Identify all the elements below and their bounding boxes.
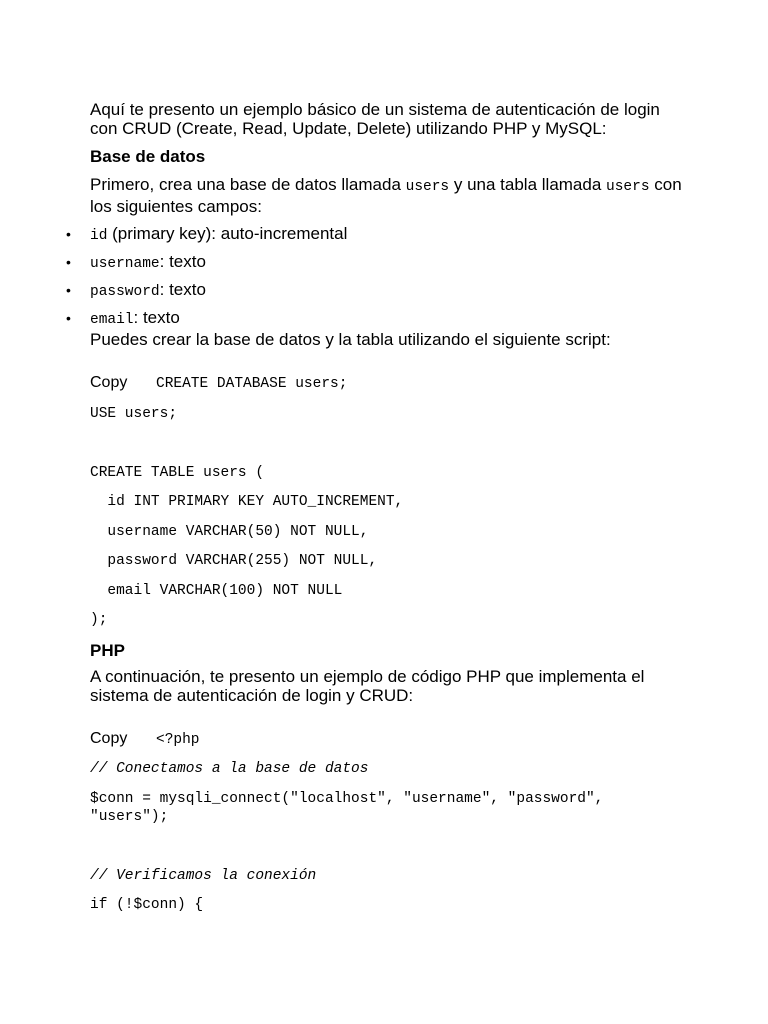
php-code-block <box>90 730 690 915</box>
field-name: username <box>90 256 160 272</box>
field-desc: : texto <box>159 280 206 299</box>
code-line: CREATE TABLE users ( <box>90 464 265 481</box>
code-text: CREATE DATABASE users; <box>156 376 348 392</box>
document-content <box>66 100 690 926</box>
php-description: A continuación, te presento un ejemplo de código PHP que implementa el sistema de autenticación de login y CRUD: <box>90 666 645 705</box>
code-line: if (!$conn) { <box>90 897 204 913</box>
text-before: Primero, crea una base de datos llamada <box>90 175 406 194</box>
bullet-icon: • <box>66 226 71 242</box>
inline-code-db-name: users <box>405 179 450 195</box>
text-middle: y una tabla llamada <box>449 175 607 194</box>
intro-paragraph: Aquí te presento un ejemplo básico de un sistema de autenticación de login con CRUD (Create, Read, Update, Delete) utilizando PHP y MySQL: <box>90 100 660 138</box>
field-desc: : texto <box>159 252 206 271</box>
code-line <box>90 374 690 393</box>
code-comment: // Conectamos a la base de datos <box>90 761 369 777</box>
text-after: con los siguientes campos: <box>90 175 682 216</box>
field-name: password <box>90 284 160 300</box>
copy-button[interactable]: Copy <box>90 729 128 747</box>
heading-php: PHP <box>90 640 125 660</box>
code-line: password VARCHAR(255) NOT NULL, <box>90 553 378 569</box>
code-line <box>90 434 690 452</box>
bullet-icon: • <box>66 310 71 326</box>
list-item <box>66 308 690 336</box>
code-line <box>90 837 690 855</box>
list-item <box>66 252 690 280</box>
code-text: <?php <box>156 731 200 748</box>
inline-code-table-name: users <box>606 179 650 195</box>
database-description <box>90 175 690 216</box>
code-line: email VARCHAR(100) NOT NULL <box>90 582 343 599</box>
fields-list <box>66 224 690 336</box>
code-line: $conn = mysqli_connect("localhost", "username", "password", "users"); <box>90 790 613 825</box>
code-line: id INT PRIMARY KEY AUTO_INCREMENT, <box>90 494 404 510</box>
code-line: USE users; <box>90 405 178 422</box>
heading-database: Base de datos <box>90 147 206 166</box>
code-line: username VARCHAR(50) NOT NULL, <box>90 523 369 540</box>
bullet-icon: • <box>66 282 71 298</box>
code-line: ); <box>90 612 108 628</box>
copy-button[interactable]: Copy <box>90 374 128 391</box>
field-name: id <box>90 228 108 244</box>
bullet-icon: • <box>66 254 71 270</box>
list-item <box>66 280 690 308</box>
field-desc: : texto <box>133 308 180 327</box>
field-desc: (primary key): auto-incremental <box>107 224 348 243</box>
code-line <box>90 730 690 749</box>
sql-code-block <box>90 374 690 629</box>
script-intro: Puedes crear la base de datos y la tabla utilizando el siguiente script: <box>90 330 611 349</box>
list-item <box>66 224 690 252</box>
code-comment: // Verificamos la conexión <box>90 867 317 884</box>
field-name: email <box>90 312 134 328</box>
